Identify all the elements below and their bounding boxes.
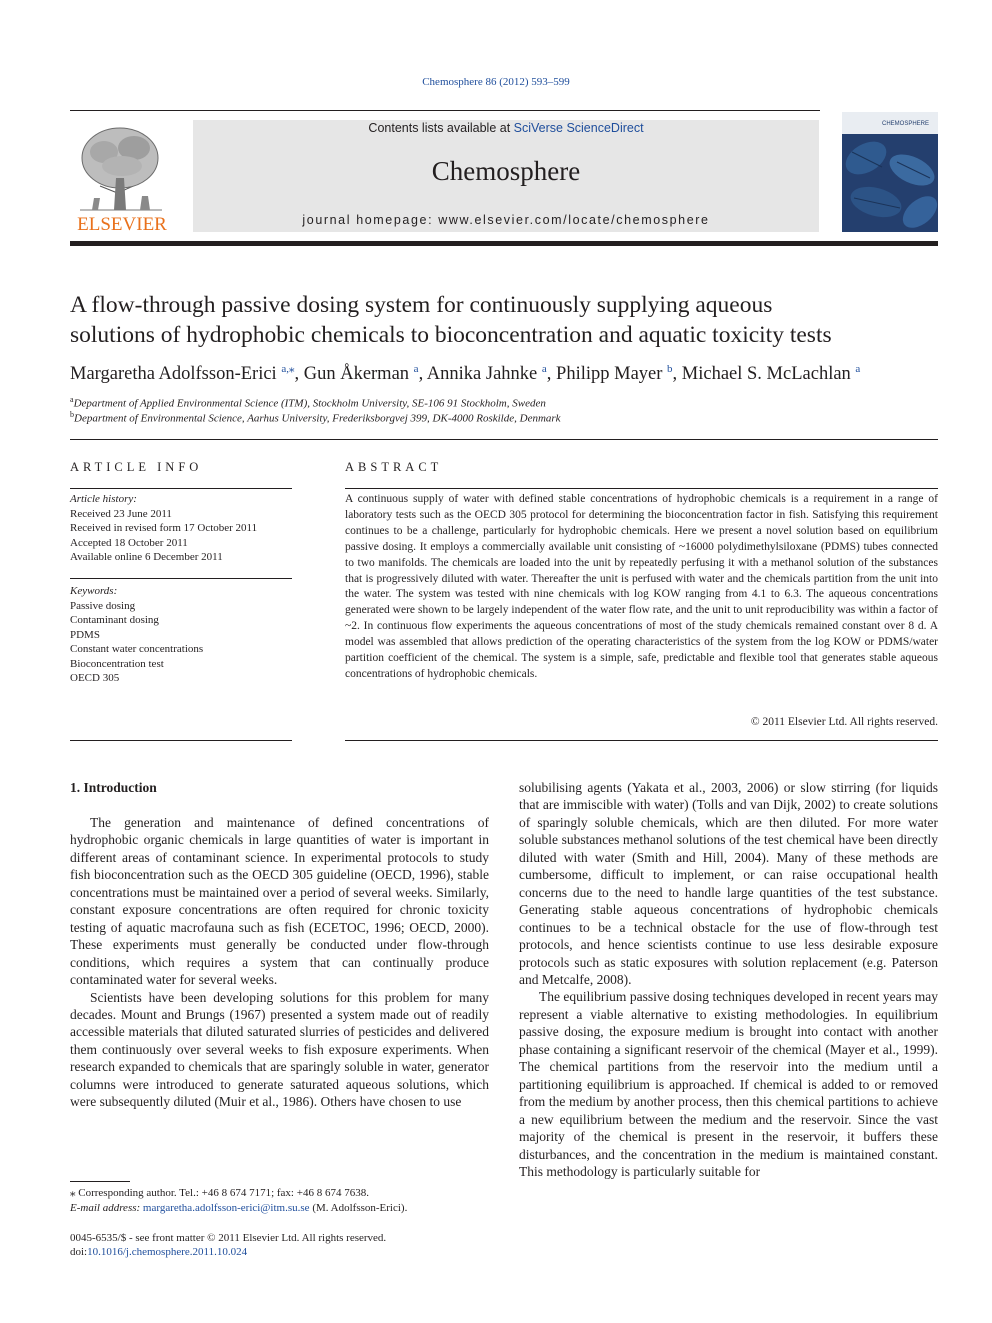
sciencedirect-link[interactable]: SciVerse ScienceDirect bbox=[513, 121, 644, 135]
author-affiliation-mark[interactable]: b bbox=[667, 363, 673, 375]
email-label: E-mail address: bbox=[70, 1202, 141, 1214]
author-list: Margaretha Adolfsson-Erici $^{a,⁎}$, Gun Åkerman $^a$, Annika Jahnke $^a$, Philipp Mayer $^b$, Michael S. McLachlan $^a$ bbox=[70, 363, 861, 385]
keyword-item: Constant water concentrations bbox=[70, 643, 204, 655]
author-name: Annika Jahnke bbox=[426, 364, 538, 385]
body-column-right bbox=[519, 779, 938, 1180]
author-name: Michael S. McLachlan bbox=[681, 364, 851, 385]
author-affiliation-mark[interactable]: a bbox=[855, 363, 861, 375]
email-suffix: (M. Adolfsson-Erici). bbox=[312, 1202, 408, 1214]
corresponding-author-footnote bbox=[70, 1186, 489, 1216]
keyword-item: Contaminant dosing bbox=[70, 614, 159, 626]
affiliation-text: Department of Applied Environmental Science (ITM), Stockholm University, SE-106 91 Stockholm, Sweden bbox=[73, 397, 546, 410]
keyword-item: Passive dosing bbox=[70, 599, 136, 612]
author-name: Gun Åkerman bbox=[303, 364, 410, 385]
history-item: Received 23 June 2011 bbox=[70, 507, 172, 520]
affiliation-a bbox=[70, 395, 546, 410]
svg-text:ELSEVIER: ELSEVIER bbox=[77, 214, 167, 234]
affiliation-mark: b bbox=[70, 410, 74, 419]
doi-label: doi: bbox=[70, 1246, 88, 1258]
doi-link[interactable]: 10.1016/j.chemosphere.2011.10.024 bbox=[87, 1246, 248, 1258]
keyword-item: Bioconcentration test bbox=[70, 657, 164, 670]
elsevier-logo[interactable] bbox=[70, 118, 174, 234]
masthead-top-rule bbox=[70, 110, 820, 111]
elsevier-tree-icon bbox=[70, 118, 174, 234]
journal-citation[interactable]: Chemosphere 86 (2012) 593–599 bbox=[422, 76, 570, 88]
abstract-rule bbox=[345, 740, 938, 741]
article-history bbox=[70, 492, 292, 565]
author-name: Philipp Mayer bbox=[556, 364, 663, 385]
abstract-copyright: © 2011 Elsevier Ltd. All rights reserved. bbox=[750, 716, 938, 728]
journal-cover-thumbnail[interactable] bbox=[842, 112, 938, 232]
article-info-rule bbox=[70, 578, 292, 579]
keyword-item: OECD 305 bbox=[70, 672, 120, 684]
history-item: Received in revised form 17 October 2011 bbox=[70, 522, 258, 534]
masthead-bottom-rule bbox=[70, 241, 938, 246]
affiliation-text: Department of Environmental Science, Aarhus University, Frederiksborgvej 399, DK-4000 Roskilde, Denmark bbox=[74, 412, 561, 425]
article-info-heading: ARTICLE INFO bbox=[70, 460, 203, 474]
body-paragraph: The generation and maintenance of defined concentrations of hydrophobic organic chemicals in large quantities of water is important in different areas of contaminant science. In experimental protocols to study fish bioconcentration such as the OECD 305 guideline (OECD, 1996), stable concentrations must be maintained over a period of several weeks. Similarly, constant exposure concentrations are often required for chronic toxicity testing of aquatic macrofauna such as fish (ECETOC, 1996; OECD, 2000). These experiments must generally be conducted under flow-through conditions, which requires a system that can continually produce contaminated water for several weeks. bbox=[70, 815, 489, 988]
keyword-item: PDMS bbox=[70, 628, 100, 641]
article-info-rule bbox=[70, 488, 292, 489]
history-label: Article history: bbox=[70, 493, 137, 505]
section-divider bbox=[70, 439, 938, 440]
abstract-rule bbox=[345, 488, 938, 489]
body-paragraph: The equilibrium passive dosing techniques developed in recent years may represent a viable alternative to existing methodologies. In equilibrium passive dosing, the exposure medium is brought into contact with another phase containing a significant reservoir of the chemical (Mayer et al., 1999). The chemical partitions from the reservoir into the medium until a partitioning equilibrium is approached. If chemical is added to or removed from the medium by another process, then this chemical partitions to achieve a new equilibrium between the medium and the reservoir. Since the vast majority of the chemical is present in the reservoir, it buffers these disturbances, and the concentration in the medium is maintained constant. This methodology is particularly suitable for bbox=[519, 989, 938, 1179]
email-link[interactable]: margaretha.adolfsson-erici@itm.su.se bbox=[142, 1202, 310, 1214]
article-title bbox=[70, 290, 940, 350]
affiliation-b bbox=[70, 410, 561, 425]
title-line-2: solutions of hydrophobic chemicals to bioconcentration and aquatic toxicity tests bbox=[70, 322, 832, 348]
issn-line: 0045-6535/$ - see front matter © 2011 Elsevier Ltd. All rights reserved. bbox=[70, 1232, 387, 1244]
corresponding-author-line: ⁎ Corresponding author. Tel.: +46 8 674 7171; fax: +46 8 674 7638. bbox=[70, 1187, 369, 1199]
body-paragraph: Scientists have been developing solutions for this problem for many decades. Mount and Brungs (1967) presented a system made out of readily accessible materials that diluted saturated slurries of pesticides and delivered them continuously over several weeks to fish exposure experiments. When research expanded to chemicals that are sparingly soluble in water, generator columns were introduced to generate saturated aqueous solutions, which were subsequently diluted (Muir et al., 1986). Others have chosen to use bbox=[70, 989, 489, 1110]
author-name: Margaretha Adolfsson-Erici bbox=[70, 364, 277, 385]
article-info-rule bbox=[70, 740, 292, 741]
title-line-1: A flow-through passive dosing system for continuously supplying aqueous bbox=[70, 292, 773, 318]
author-affiliation-mark[interactable]: a,⁎ bbox=[281, 363, 295, 375]
history-item: Available online 6 December 2011 bbox=[70, 551, 223, 563]
author-affiliation-mark[interactable]: a bbox=[413, 363, 419, 375]
issn-block bbox=[70, 1231, 386, 1259]
journal-name: Chemosphere bbox=[431, 156, 581, 186]
abstract-text: A continuous supply of water with defined stable concentrations of hydrophobic chemicals is a requirement in a range of laboratory tests such as the OECD 305 protocol for determining the bioconcentration factor in fish. Satisfying this requirement continues to be a challenge, particularly for hydrophobic chemicals. Here we present a novel solution based on equilibrium passive dosing. It employs a commercially available unit consisting of ~16000 polydimethylsiloxane (PDMS) tubes connected to two manifolds. The chemicals are loaded into the unit by repeatedly perfusing it with a methanol solution of the substances that is progressively diluted with water. Thereafter the unit is perfused with water and the chemicals partition from the unit into the water. The system was tested with nine chemicals with log KOW ranging from 4.1 to 6.3. The aqueous concentrations generated were shown to be largely independent of the water flow rate, and the unit to unit reproducibility was within a factor of ~2. In continuous flow experiments the aqueous concentrations of most of the study chemicals remained constant over 8 d. A model was assembled that allows prediction of the operating characteristics of the system from the log KOW or PDMS/water partition coefficient of the chemical. The system is a simple, safe, predictable and flexible tool that generates stable aqueous concentrations of hydrophobic chemicals. bbox=[345, 493, 938, 680]
cover-title: CHEMOSPHERE bbox=[882, 121, 930, 127]
journal-homepage[interactable]: journal homepage: www.elsevier.com/locate/chemosphere bbox=[302, 213, 710, 227]
history-item: Accepted 18 October 2011 bbox=[70, 536, 188, 549]
footnote-rule bbox=[70, 1181, 130, 1182]
introduction-heading: 1. Introduction bbox=[70, 780, 157, 795]
contents-availability-line bbox=[193, 121, 819, 135]
body-column-left bbox=[70, 814, 489, 1111]
abstract-heading: ABSTRACT bbox=[345, 460, 443, 474]
keywords-label: Keywords: bbox=[70, 585, 118, 597]
author-affiliation-mark[interactable]: a bbox=[541, 363, 547, 375]
cover-leaf-image bbox=[842, 112, 938, 232]
contents-prefix: Contents lists available at bbox=[368, 121, 514, 135]
body-paragraph: solubilising agents (Yakata et al., 2003, 2006) or slow stirring (for liquids that are immiscible with water) (Tolls and van Dijk, 2002) to create solutions of sparingly soluble chemicals, which are then diluted. For more water soluble substances methanol solutions of the test chemical have been directly diluted with water (Smith and Hill, 2004). Many of these methods are cumbersome, difficult to implement, or can raise occupational health concerns due to the need to handle large quantities of the test substance. Generating stable aqueous concentrations of hydrophobic chemicals continues to be a technical obstacle for the use of flow-through test protocols, and hence scientists continue to use less desirable exposure protocols such as static exposures with solution replacement (e.g. Paterson and Metcalfe, 2008). bbox=[519, 780, 938, 987]
affiliation-mark: a bbox=[70, 395, 74, 404]
keywords bbox=[70, 584, 292, 686]
